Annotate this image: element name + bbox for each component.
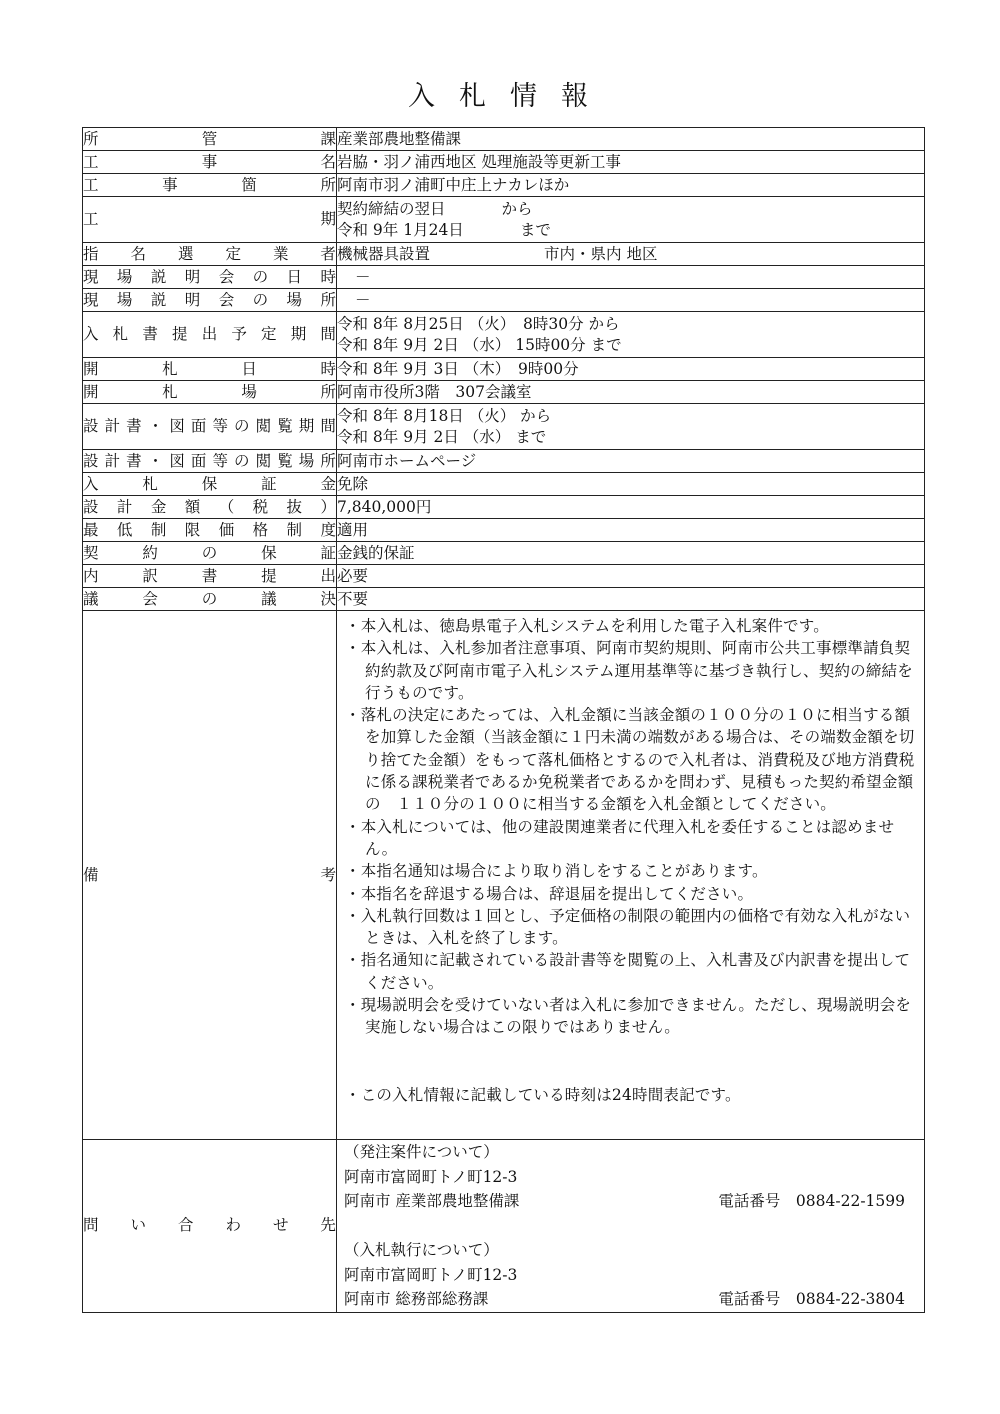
contact-address: 阿南市富岡町トノ町12-3 (344, 1167, 518, 1186)
value-text: 7,840,000円 (337, 497, 432, 516)
row-label: 工 期 (83, 210, 336, 228)
label-cell (83, 473, 337, 496)
row-label: 入 札 書 提 出 予 定 期 間 (83, 325, 336, 343)
value-cell (337, 174, 925, 197)
row-label: 設 計 金 額 （ 税 抜 ） (83, 497, 336, 516)
label-cell (83, 381, 337, 404)
label-cell (83, 450, 337, 473)
row-label: 内 訳 書 提 出 (83, 566, 336, 585)
value-cell (337, 381, 925, 404)
value-cell (337, 496, 925, 519)
value-text: － (355, 290, 371, 309)
label-cell (83, 128, 337, 151)
row-label: 最 低 制 限 価 格 制 度 (83, 520, 336, 539)
row-label: 開 札 場 所 (83, 382, 336, 401)
row-label: 現 場 説 明 会 の 場 所 (83, 290, 336, 309)
remark-item: ・現場説明会を受けていない者は入札に参加できません。ただし、現場説明会を実施しない場合はこの限りではありません。 (345, 996, 912, 1037)
remark-footnote: ・この入札情報に記載している時刻は24時間表記です。 (345, 1085, 741, 1104)
remark-item: ・本指名通知は場合により取り消しをすることがあります。 (345, 862, 768, 881)
row-label: 所 管 課 (83, 129, 336, 148)
remarks-cell (337, 611, 925, 1140)
info-row (83, 519, 925, 542)
value-text: 阿南市羽ノ浦町中庄上ナカレほか (337, 175, 570, 194)
value-text: 金銭的保証 (337, 543, 415, 562)
value-cell (337, 542, 925, 565)
row-label: 設 計 書 ・ 図 面 等 の 閲 覧 場 所 (83, 451, 336, 470)
value-text: 阿南市ホームページ (337, 451, 477, 470)
info-row (83, 289, 925, 312)
value-text: 岩脇・羽ノ浦西地区 処理施設等更新工事 (337, 152, 621, 171)
row-label: 入 札 保 証 金 (83, 474, 336, 493)
contact-address: 阿南市富岡町トノ町12-3 (344, 1265, 518, 1284)
contact-dept: 阿南市 産業部農地整備課 (344, 1192, 520, 1210)
row-label: 議 会 の 議 決 (83, 589, 336, 608)
label-cell (83, 542, 337, 565)
remark-item: ・本入札については、他の建設関連業者に代理入札を委任することは認めません。 (345, 817, 895, 858)
info-row (83, 197, 925, 243)
label-cell (83, 358, 337, 381)
info-row (83, 151, 925, 174)
info-row (83, 266, 925, 289)
info-row (83, 128, 925, 151)
info-row (83, 381, 925, 404)
info-row (83, 243, 925, 266)
label-cell (83, 404, 337, 450)
value-cell (337, 197, 925, 243)
row-label: 工 事 箇 所 (83, 175, 336, 194)
value-text: 令和 8年 9月 3日 （木） 9時00分 (337, 359, 579, 378)
info-row (83, 565, 925, 588)
row-label: 現 場 説 明 会 の 日 時 (83, 267, 336, 286)
label-cell (83, 312, 337, 358)
label-cell (83, 266, 337, 289)
value-text: 必要 (337, 566, 369, 585)
contact-row (83, 1140, 925, 1313)
contact-line (344, 1189, 917, 1214)
page-title: 入札情報 (408, 81, 612, 112)
value-line (337, 406, 924, 427)
value-text: 不要 (337, 589, 369, 608)
label-cell (83, 174, 337, 197)
value-cell (337, 243, 925, 266)
value-cell (337, 588, 925, 611)
value-text: 産業部農地整備課 (337, 129, 462, 148)
row-label: 備 考 (83, 865, 336, 884)
label-cell (83, 588, 337, 611)
label-cell (83, 496, 337, 519)
info-row (83, 542, 925, 565)
row-label: 指 名 選 定 業 者 (83, 244, 336, 263)
contact-heading: （入札執行について） (344, 1241, 499, 1259)
value-extra: 市内・県内 地区 (544, 244, 658, 263)
value-line (337, 314, 924, 335)
remark-item: ・落札の決定にあたっては、入札金額に当該金額の１００分の１０に相当する額を加算した金額（当該金額に１円未満の端数がある場合は、その端数金額を切り捨てた金額）をもって落札価格とするので入札者は、消費税及び地方消費税に係る課税業者であるか免税業者であるかを問わず、見積もった契約希望金額の １１０分の１００に相当する金額を入札金額としてください。 (345, 706, 915, 814)
value-text: 阿南市役所3階 307会議室 (337, 382, 532, 401)
value-suffix: から (501, 199, 533, 218)
info-row (83, 450, 925, 473)
label-cell (83, 243, 337, 266)
value-text: － (355, 267, 371, 286)
row-label: 設 計 書 ・ 図 面 等 の 閲 覧 期 間 (83, 417, 336, 435)
contact-line (344, 1238, 917, 1263)
value-text: 機械器具設置 (337, 244, 431, 263)
label-cell (83, 197, 337, 243)
row-label: 工 事 名 (83, 152, 336, 171)
label-cell (83, 151, 337, 174)
remark-item: ・本入札は、徳島県電子入札システムを利用した電子入札案件です。 (345, 617, 829, 635)
contact-line (344, 1165, 917, 1190)
info-row (83, 312, 925, 358)
value-line (337, 220, 924, 241)
remark-item: ・本入札は、入札参加者注意事項、阿南市契約規則、阿南市公共工事標準請負契約約款及び阿南市電子入札システム運用基準等に基づき執行し、契約の締結を行うものです。 (345, 639, 913, 702)
contact-line (344, 1287, 917, 1312)
info-row (83, 588, 925, 611)
remarks-row (83, 611, 925, 1140)
info-row (83, 174, 925, 197)
contact-heading: （発注案件について） (344, 1143, 499, 1161)
label-cell (83, 611, 337, 1140)
value-text: 令和 8年 9月 2日 （水） 15時00分 まで (337, 335, 622, 354)
value-cell (337, 450, 925, 473)
label-cell (83, 289, 337, 312)
value-cell (337, 289, 925, 312)
contact-line (344, 1140, 917, 1165)
value-suffix: まで (519, 220, 551, 239)
row-label: 開 札 日 時 (83, 359, 336, 378)
value-cell (337, 404, 925, 450)
value-cell (337, 358, 925, 381)
remark-item: ・入札執行回数は１回とし、予定価格の制限の範囲内の価格で有効な入札がないときは、入札を終了します。 (345, 906, 911, 948)
info-row (83, 496, 925, 519)
value-cell (337, 565, 925, 588)
value-text: 令和 8年 8月25日 （火） 8時30分 から (337, 314, 620, 333)
value-text: 適用 (337, 520, 369, 539)
value-cell (337, 473, 925, 496)
value-line (337, 335, 924, 356)
row-label: 契 約 の 保 証 (83, 543, 336, 562)
value-text: 契約締結の翌日 (337, 199, 446, 218)
info-row (83, 404, 925, 450)
remark-item: ・指名通知に記載されている設計書等を閲覧の上、入札書及び内訳書を提出してください。 (345, 951, 911, 992)
value-line (337, 427, 924, 448)
info-row (83, 358, 925, 381)
value-cell (337, 266, 925, 289)
value-cell (337, 151, 925, 174)
contact-tel: 電話番号 0884-22-1599 (718, 1192, 905, 1210)
value-line (337, 199, 924, 220)
value-cell (337, 128, 925, 151)
label-cell (83, 519, 337, 542)
info-row (83, 473, 925, 496)
contact-tel: 電話番号 0884-22-3804 (718, 1290, 905, 1308)
value-cell (337, 312, 925, 358)
value-cell (337, 519, 925, 542)
value-text: 令和 8年 8月18日 （火） から (337, 406, 552, 425)
row-label: 問 い 合 わ せ 先 (83, 1216, 336, 1235)
value-text: 令和 8年 9月 2日 （水） まで (337, 427, 547, 446)
bid-info-table (82, 127, 925, 1313)
value-text: 免除 (337, 474, 369, 493)
contact-cell (337, 1140, 925, 1313)
label-cell (83, 565, 337, 588)
contact-line (344, 1263, 917, 1288)
remark-item: ・本指名を辞退する場合は、辞退届を提出してください。 (345, 884, 754, 903)
value-text: 令和 9年 1月24日 (337, 220, 464, 239)
contact-dept: 阿南市 総務部総務課 (344, 1290, 489, 1308)
label-cell (83, 1140, 337, 1313)
